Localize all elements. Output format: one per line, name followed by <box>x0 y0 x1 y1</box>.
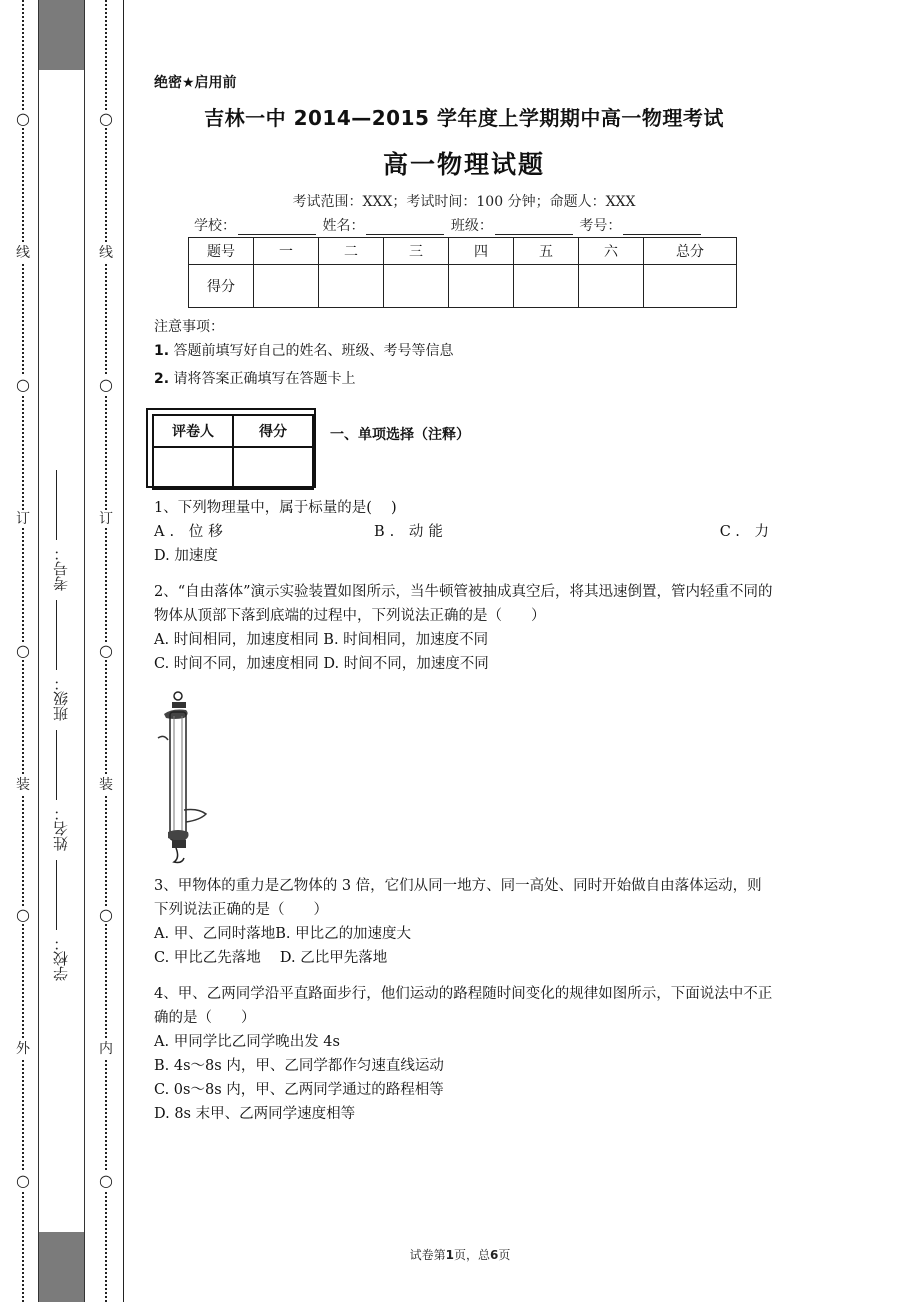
secret-mark: 绝密★启用前 <box>154 75 237 91</box>
score-col: 四 <box>449 238 514 265</box>
question-3-options-ab[interactable]: A. 甲、乙同时落地B. 甲比乙的加速度大 <box>154 926 412 942</box>
question-4-option-a[interactable]: A. 甲同学比乙同学晚出发 4s <box>154 1034 340 1050</box>
score-cell[interactable] <box>384 265 449 308</box>
circle-mark: ○ <box>14 1172 32 1190</box>
binding-mark-nei: 内 <box>99 1041 113 1057</box>
score-cell[interactable] <box>254 265 319 308</box>
binding-mark-line: 线 <box>16 245 30 261</box>
score-col: 二 <box>319 238 384 265</box>
section-title: 一、单项选择（注释） <box>330 427 470 443</box>
score-table <box>188 237 737 308</box>
notice-title: 注意事项： <box>154 319 224 335</box>
circle-mark: ○ <box>97 906 115 924</box>
question-2-options-ab[interactable]: A. 时间相同，加速度相同 B. 时间相同，加速度不同 <box>154 632 489 648</box>
circle-mark: ○ <box>97 110 115 128</box>
option-d[interactable]: D. 加速度 <box>154 548 218 564</box>
side-field-school: 学校： <box>50 860 74 981</box>
question-2-options-cd[interactable]: C. 时间不同，加速度相同 D. 时间不同，加速度不同 <box>154 656 489 672</box>
question-1-stem: 1、下列物理量中，属于标量的是( ) <box>154 500 397 516</box>
question-4-option-c[interactable]: C. 0s～8s 内，甲、乙两同学通过的路程相等 <box>154 1082 444 1098</box>
page-footer: 试卷第1页，总6页 <box>409 1248 511 1262</box>
binding-border-left <box>38 0 39 1302</box>
binding-border-right <box>84 0 85 1302</box>
question-3-options-cd[interactable]: C. 甲比乙先落地 D. 乙比甲先落地 <box>154 950 388 966</box>
score-cell[interactable] <box>579 265 644 308</box>
fill-label-class: 班级： <box>450 218 493 234</box>
fill-blank-name[interactable] <box>366 220 444 235</box>
grader-score-label: 得分 <box>233 415 313 447</box>
score-col-total: 总分 <box>644 238 737 265</box>
gray-band-bottom <box>38 1232 84 1302</box>
question-4-option-b[interactable]: B. 4s～8s 内，甲、乙同学都作匀速直线运动 <box>154 1058 444 1074</box>
score-col: 六 <box>579 238 644 265</box>
binding-mark-wai: 外 <box>16 1041 30 1057</box>
score-row-label: 得分 <box>189 265 254 308</box>
side-field-exam-no: 考号： <box>50 470 74 591</box>
binding-mark-zhuang: 装 <box>99 777 113 793</box>
notice-item: 2. 请将答案正确填写在答题卡上 <box>154 371 356 387</box>
fill-label-school: 学校： <box>194 218 236 234</box>
score-cell[interactable] <box>514 265 579 308</box>
score-cell[interactable] <box>449 265 514 308</box>
question-4-option-d[interactable]: D. 8s 末甲、乙两同学速度相等 <box>154 1106 356 1122</box>
fill-blank-class[interactable] <box>495 220 573 235</box>
side-field-name: 姓名： <box>50 730 74 851</box>
binding-edge <box>123 0 124 1302</box>
question-1-options <box>154 520 774 544</box>
binding-mark-ding: 订 <box>99 511 113 527</box>
circle-mark: ○ <box>97 1172 115 1190</box>
grader-cell[interactable] <box>153 447 233 489</box>
question-4-stem: 4、甲、乙两同学沿平直路面步行，他们运动的路程随时间变化的规律如图所示，下面说法中不正确的是（ ） <box>154 986 773 1026</box>
student-fill-line <box>194 215 774 235</box>
grader-box <box>146 408 316 488</box>
score-cell[interactable] <box>319 265 384 308</box>
exam-subtitle: 高一物理试题 <box>382 150 545 179</box>
binding-mark-ding: 订 <box>16 511 30 527</box>
side-field-class: 班级： <box>50 600 74 721</box>
exam-title: 吉林一中 2014—2015 学年度上学期期中高一物理考试 <box>204 106 724 130</box>
circle-mark: ○ <box>14 376 32 394</box>
circle-mark: ○ <box>97 642 115 660</box>
exam-meta: 考试范围：XXX；考试时间：100 分钟；命题人：XXX <box>292 194 636 210</box>
binding-mark-zhuang: 装 <box>16 777 30 793</box>
question-3-stem: 3、甲物体的重力是乙物体的 3 倍，它们从同一地方、同一高处、同时开始做自由落体运动，则下列说法正确的是（ ） <box>154 878 762 918</box>
option-b[interactable]: B. 动能 <box>374 524 448 540</box>
grader-label: 评卷人 <box>153 415 233 447</box>
fill-label-name: 姓名： <box>322 218 365 234</box>
page-total: 6 <box>490 1248 499 1262</box>
score-row-label: 题号 <box>189 238 254 265</box>
option-a[interactable]: A. 位移 <box>154 524 228 540</box>
newton-tube-figure <box>154 690 214 866</box>
notice-item: 1. 答题前填写好自己的姓名、班级、考号等信息 <box>154 343 454 359</box>
section-header <box>154 408 774 496</box>
fill-blank-exam-no[interactable] <box>623 220 701 235</box>
score-cell-total[interactable] <box>644 265 737 308</box>
option-c[interactable]: C. 力 <box>719 524 774 540</box>
gray-band-top <box>38 0 84 70</box>
page-number: 1 <box>445 1248 454 1262</box>
student-info-vertical <box>50 470 74 981</box>
fill-blank-school[interactable] <box>238 220 316 235</box>
grader-score-cell[interactable] <box>233 447 313 489</box>
circle-mark: ○ <box>14 642 32 660</box>
circle-mark: ○ <box>14 110 32 128</box>
score-col: 五 <box>514 238 579 265</box>
question-2-stem: 2、“自由落体”演示实验装置如图所示，当牛顿管被抽成真空后，将其迅速倒置，管内轻重不同的物体从顶部下落到底端的过程中，下列说法正确的是（ ） <box>154 584 773 624</box>
inner-binding-line <box>97 0 115 1302</box>
newton-tube-icon <box>154 690 214 866</box>
score-col: 三 <box>384 238 449 265</box>
score-col: 一 <box>254 238 319 265</box>
circle-mark: ○ <box>97 376 115 394</box>
circle-mark: ○ <box>14 906 32 924</box>
fill-label-exam-no: 考号： <box>579 218 622 234</box>
exam-content <box>154 72 774 1126</box>
binding-mark-line: 线 <box>99 245 113 261</box>
outer-binding-line <box>14 0 32 1302</box>
